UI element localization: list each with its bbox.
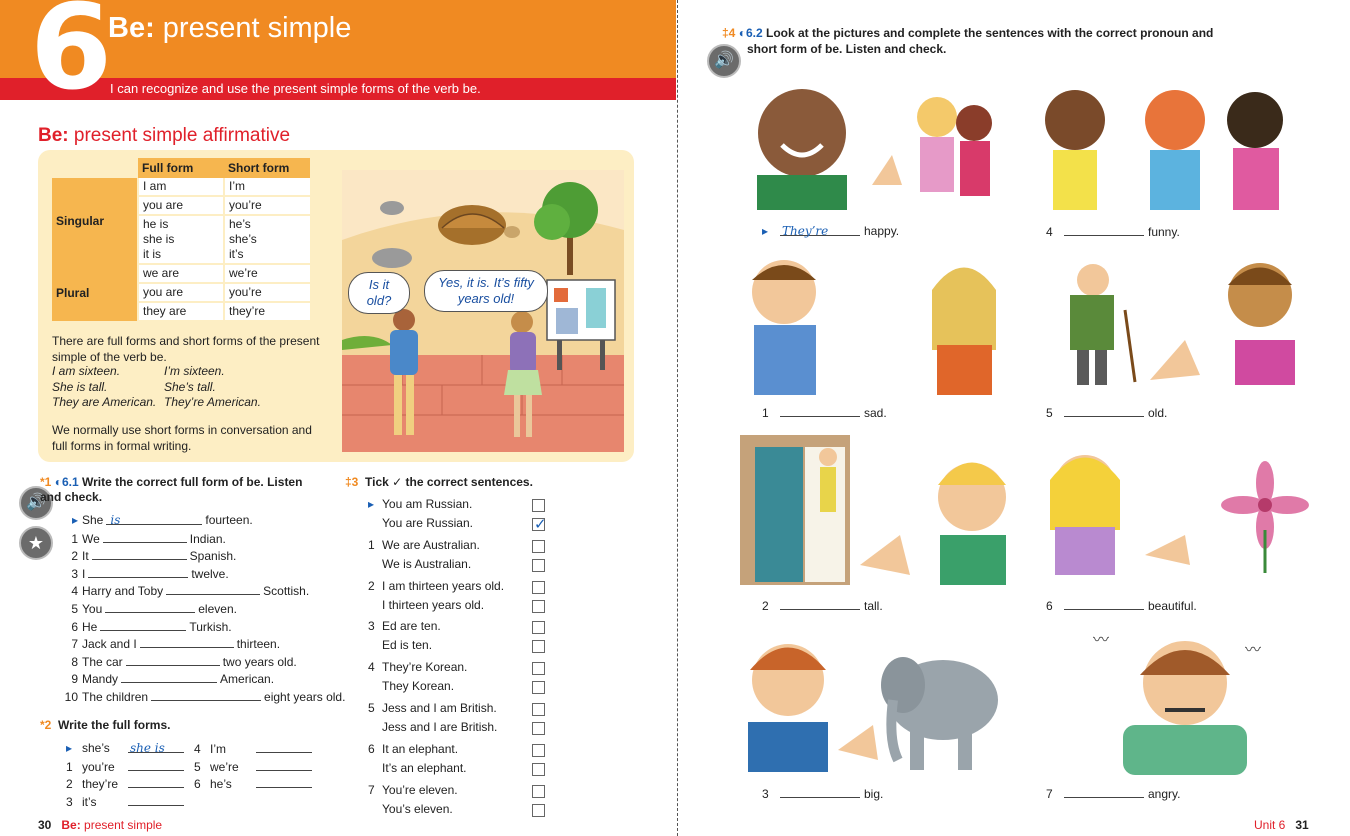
answer-blank[interactable] <box>100 619 186 631</box>
item-number: 9 <box>71 672 78 687</box>
exercise-3-sentence <box>368 701 497 715</box>
item-number: 3 <box>762 787 769 801</box>
exercise-2-item <box>66 776 184 791</box>
short-form: I’m <box>210 742 226 756</box>
exercise-2-item <box>194 741 312 756</box>
exercise-1-item <box>64 531 226 546</box>
answer-blank[interactable] <box>128 776 184 788</box>
unit-title: Be: present simple <box>108 12 352 44</box>
item-complement: twelve. <box>191 566 229 581</box>
table-cell: you’re <box>224 283 310 302</box>
tick-box[interactable] <box>532 559 545 572</box>
right-page-footer: Unit 6 31 <box>1254 818 1309 832</box>
sentence-b: You’s eleven. <box>382 801 453 816</box>
item-complement: Spanish. <box>189 549 237 564</box>
item-subject: She <box>82 513 104 527</box>
exercise-3-sentence <box>368 619 441 633</box>
short-form: you’re <box>82 759 115 774</box>
exercise-4-item <box>1046 786 1180 801</box>
tick-box[interactable] <box>532 681 545 694</box>
track-play-icon[interactable]: ◐ <box>54 475 62 489</box>
answer-blank[interactable] <box>128 794 184 806</box>
item-number: 7 <box>71 637 78 652</box>
table-cell: you’re <box>224 196 310 215</box>
answer-blank[interactable] <box>140 636 234 648</box>
item-number: 5 <box>1046 406 1053 420</box>
exercise-1-item <box>64 566 229 581</box>
item-number: 3 <box>368 619 375 634</box>
answer-blank[interactable] <box>1064 598 1144 610</box>
exercise-3-sentence <box>368 660 467 674</box>
item-complement: beautiful. <box>1148 599 1197 613</box>
picture-funny-people <box>1035 75 1315 210</box>
item-number: 6 <box>368 741 375 756</box>
short-form: it’s <box>82 794 97 809</box>
item-number: 5 <box>368 701 375 715</box>
item-complement: tall. <box>864 599 883 613</box>
singular-label: Singular <box>52 178 138 264</box>
answer-blank[interactable] <box>256 759 312 771</box>
item-complement: big. <box>864 787 884 801</box>
item-number: 5 <box>194 759 201 774</box>
short-form: he’s <box>210 777 232 791</box>
item-number: 1 <box>66 759 73 774</box>
exercise-4-item <box>762 405 887 420</box>
tick-box[interactable] <box>532 785 545 798</box>
short-form: they’re <box>82 777 119 791</box>
item-complement: sad. <box>864 406 887 420</box>
item-number: ▸ <box>71 513 78 527</box>
item-complement: Turkish. <box>189 619 232 634</box>
exercise-3-sentence <box>382 557 471 571</box>
exercise-1-heading: *1 ◐6.1 Write the correct full form of be. Listen and check. <box>40 475 303 504</box>
answer-blank[interactable] <box>92 548 187 560</box>
sentence-a: You’re eleven. <box>382 782 458 797</box>
sentence-b: Ed is ten. <box>382 638 433 653</box>
short-form: she’s <box>82 741 110 755</box>
picture-beautiful-flower <box>1035 435 1315 575</box>
tick-box[interactable] <box>532 581 545 594</box>
sentence-b: Jess and I are British. <box>382 720 498 734</box>
answer-blank[interactable] <box>121 671 217 683</box>
item-subject: It <box>82 549 89 564</box>
table-cell: we are <box>138 264 224 283</box>
right-page-number: 31 <box>1295 818 1309 832</box>
answer-blank[interactable] <box>166 583 260 595</box>
item-subject: We <box>82 531 100 546</box>
exercise-3-sentence <box>368 783 458 797</box>
exercise-3-heading: ‡3 Tick ✓ the correct sentences. <box>345 475 533 489</box>
sentence-a: It an elephant. <box>382 741 459 756</box>
table-cell: they’re <box>224 302 310 321</box>
track-play-icon[interactable]: ◐ <box>738 26 746 40</box>
plural-label: Plural <box>52 264 138 321</box>
exercise-3-sentence <box>368 742 458 756</box>
grammar-title: Be: present simple affirmative <box>38 125 291 146</box>
item-number: 5 <box>71 602 78 616</box>
picture-sad-people <box>742 250 1002 395</box>
item-subject: The children <box>82 690 149 704</box>
sentence-b: We is Australian. <box>382 556 472 571</box>
be-forms-table <box>52 158 310 322</box>
table-cell: they are <box>138 302 224 321</box>
speech-bubble-girl: Yes, it is. It’s fifty years old! <box>424 270 548 312</box>
item-number: 1 <box>368 537 375 552</box>
exercise-3-sentence <box>368 579 504 593</box>
answer-blank[interactable] <box>780 786 860 798</box>
answer-blank[interactable] <box>1064 224 1144 236</box>
item-number: 2 <box>368 578 375 593</box>
table-cell: you are <box>138 283 224 302</box>
item-number: 2 <box>71 549 78 564</box>
picture-tall-people <box>740 435 1010 585</box>
item-subject: I <box>82 566 86 581</box>
exercise-1-item <box>64 689 345 704</box>
tick-box[interactable] <box>532 540 545 553</box>
tick-box[interactable] <box>532 744 545 757</box>
left-page-footer: 30 Be: present simple <box>38 818 163 832</box>
page-divider <box>677 0 678 836</box>
grammar-note-1: There are full forms and short forms of the present simple of the verb be. <box>52 334 320 364</box>
item-subject: You <box>82 602 103 616</box>
answer-blank[interactable] <box>256 741 312 753</box>
can-do-statement: I can recognize and use the present simple forms of the verb be. <box>110 81 481 96</box>
answer-text: is <box>110 513 121 527</box>
col-header-short: Short form <box>224 158 310 178</box>
tick-box[interactable] <box>532 621 545 634</box>
tick-box[interactable] <box>532 703 545 716</box>
table-cell: I am <box>138 178 224 196</box>
item-number: 4 <box>71 584 78 599</box>
speaker-icon: 🔊 <box>26 494 46 511</box>
exercise-3-sentence <box>382 802 453 816</box>
table-cell: you are <box>138 196 224 215</box>
item-complement: old. <box>1148 406 1168 420</box>
exercise-2-item <box>194 759 312 774</box>
exercise-3-sentence <box>382 638 432 652</box>
answer-blank[interactable] <box>106 513 202 525</box>
item-complement: angry. <box>1148 787 1181 801</box>
exercise-2-heading: *2 Write the full forms. <box>40 718 171 732</box>
sentence-a: They’re Korean. <box>382 660 468 675</box>
tick-box[interactable] <box>532 499 545 512</box>
item-number: 6 <box>71 619 78 634</box>
exercise-1-item <box>64 654 297 669</box>
answer-blank[interactable] <box>780 598 860 610</box>
item-number: 1 <box>71 531 78 546</box>
item-number: 4 <box>1046 225 1053 239</box>
table-cell: he is she is it is <box>138 215 224 264</box>
answer-text: she is <box>130 741 165 755</box>
answer-blank[interactable] <box>128 759 184 771</box>
tick-box[interactable] <box>532 600 545 613</box>
answer-blank[interactable] <box>1064 405 1144 417</box>
item-subject: Jack and I <box>82 637 137 652</box>
tick-box[interactable] <box>532 518 545 531</box>
speech-bubble-boy: Is it old? <box>348 272 410 314</box>
item-number: 7 <box>1046 787 1053 801</box>
item-number: 4 <box>194 742 201 756</box>
exercise-1-item <box>64 513 253 527</box>
item-number: 6 <box>194 777 201 791</box>
answer-blank[interactable] <box>780 224 860 236</box>
picture-old-person <box>1035 250 1315 385</box>
exercise-4-item <box>762 224 899 238</box>
item-number: 2 <box>762 599 769 613</box>
exercise-2-item <box>194 776 312 791</box>
item-complement: thirteen. <box>236 637 281 652</box>
exercise-4-item <box>762 598 883 613</box>
item-complement: fourteen. <box>205 513 253 527</box>
sentence-b: I thirteen years old. <box>382 597 485 612</box>
svg-text:〰: 〰 <box>1245 642 1262 659</box>
svg-text:〰: 〰 <box>1093 632 1110 649</box>
item-number: ▸ <box>66 741 73 755</box>
sentence-a: Jess and I am British. <box>382 701 497 715</box>
exercise-3-sentence <box>368 497 472 511</box>
item-number: 2 <box>66 777 73 791</box>
item-number: 6 <box>1046 599 1053 613</box>
unit-number: 6 <box>30 0 113 116</box>
answer-blank[interactable] <box>780 405 860 417</box>
exercise-3-sentence <box>382 598 484 612</box>
exercise-3-sentence <box>368 538 480 552</box>
answer-blank[interactable] <box>103 531 187 543</box>
exercise-1-item <box>64 601 237 616</box>
sentence-a: Ed are ten. <box>382 619 441 634</box>
col-header-full: Full form <box>138 158 224 178</box>
item-number: 8 <box>71 654 78 669</box>
table-cell: I’m <box>224 178 310 196</box>
item-number: ▸ <box>368 497 375 511</box>
item-number: 10 <box>64 690 78 704</box>
answer-blank[interactable] <box>126 654 220 666</box>
speaker-icon: 🔊 <box>714 52 734 69</box>
item-number: 7 <box>368 782 375 797</box>
exercise-1-item <box>64 636 280 651</box>
grammar-examples: I am sixteen. I’m sixteen. She is tall. She’s tall. They are American. They’re American. <box>52 364 261 409</box>
item-complement: eight years old. <box>264 690 346 704</box>
sentence-b: They Korean. <box>382 679 455 694</box>
exercise-3-sentence <box>382 720 497 734</box>
exercise-1-item <box>64 619 232 634</box>
exercise-4-item <box>762 786 883 801</box>
item-subject: The car <box>82 654 123 669</box>
item-complement: American. <box>220 672 275 687</box>
answer-blank[interactable] <box>1064 786 1144 798</box>
tick-box[interactable] <box>532 640 545 653</box>
left-page-number: 30 <box>38 818 52 832</box>
short-form: we’re <box>210 759 239 774</box>
exercise-2-item <box>66 741 184 755</box>
exercise-3-sentence <box>382 761 467 775</box>
item-complement: happy. <box>864 224 900 238</box>
audio-play-button[interactable] <box>707 44 741 78</box>
sentence-a: We are Australian. <box>382 537 480 552</box>
item-number: 3 <box>71 566 78 581</box>
exercise-4-item <box>1046 598 1197 613</box>
exercise-2-item <box>66 794 184 809</box>
tick-box[interactable] <box>532 804 545 817</box>
sentence-b: You are Russian. <box>382 516 473 530</box>
exercise-3-sentence <box>382 516 473 530</box>
sentence-a: I am thirteen years old. <box>382 578 505 593</box>
answer-blank[interactable] <box>256 776 312 788</box>
picture-big-elephant <box>738 630 1003 772</box>
star-icon: ★ <box>27 533 45 553</box>
tick-box[interactable] <box>532 722 545 735</box>
picture-happy-people <box>742 75 1002 210</box>
exercise-1-item <box>64 548 236 563</box>
exercise-3-sentence <box>382 679 454 693</box>
item-subject: Mandy <box>82 672 119 687</box>
exercise-1-item <box>64 671 274 686</box>
answer-blank[interactable] <box>88 566 188 578</box>
item-complement: Scottish. <box>263 584 310 599</box>
exercise-2-item <box>66 759 184 774</box>
item-subject: Harry and Toby <box>82 584 164 599</box>
item-number: 3 <box>66 794 73 809</box>
table-cell: we’re <box>224 264 310 283</box>
grammar-note-2: We normally use short forms in conversation and full forms in formal writing. <box>52 423 312 453</box>
item-complement: two years old. <box>222 654 297 669</box>
table-cell: he’s she’s it’s <box>224 215 310 264</box>
picture-angry-girl <box>1085 625 1285 775</box>
tick-box[interactable] <box>532 763 545 776</box>
extra-practice-button[interactable] <box>19 526 53 560</box>
sentence-a: You am Russian. <box>382 497 473 511</box>
item-complement: funny. <box>1148 225 1180 239</box>
exercise-4-heading: ‡4 ◐6.2 Look at the pictures and complete the sentences with the correct pronoun and short form of be. Listen and check. <box>722 26 1214 56</box>
sentence-b: It’s an elephant. <box>382 760 467 775</box>
item-number: ▸ <box>762 224 769 238</box>
item-number: 4 <box>368 660 375 675</box>
exercise-1-item <box>64 583 309 598</box>
exercise-4-item <box>1046 405 1167 420</box>
answer-blank[interactable] <box>128 741 184 753</box>
item-number: 1 <box>762 406 769 420</box>
tick-box[interactable] <box>532 662 545 675</box>
answer-text: They’re <box>782 224 829 238</box>
answer-blank[interactable] <box>151 689 261 701</box>
item-subject: He <box>82 619 98 634</box>
answer-blank[interactable] <box>105 601 195 613</box>
exercise-4-item <box>1046 224 1180 239</box>
item-complement: eleven. <box>198 602 237 616</box>
item-complement: Indian. <box>189 531 226 546</box>
